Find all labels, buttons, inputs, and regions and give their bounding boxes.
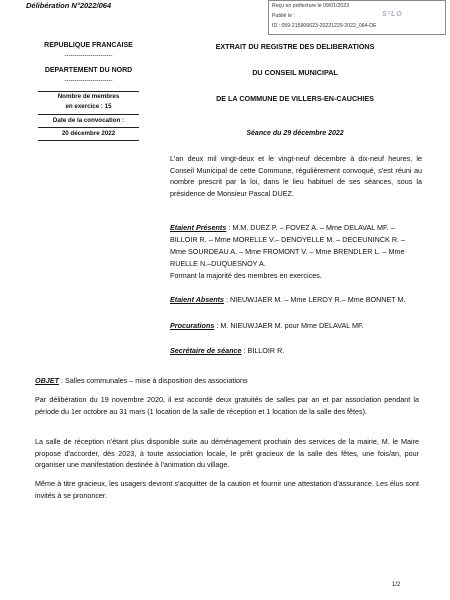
absents-label: Etaient Absents — [170, 295, 225, 304]
members-label: Nombre de membres — [57, 93, 120, 100]
stamp-id: ID : 059-215906623-20221229-2022_064-DE — [272, 23, 377, 29]
body-paragraph-3: Même à titre gracieux, les usagers devront s'acquitter de la caution et fournir une attestation d'assurance. Les élus sont invités à se prononcer. — [35, 479, 419, 500]
separator-2: ------------------------ — [64, 78, 113, 84]
council-title: DU CONSEIL MUNICIPAL — [252, 68, 338, 77]
members-box — [38, 91, 139, 141]
commune-title: DE LA COMMUNE DE VILLERS-EN-CAUCHIES — [216, 94, 374, 103]
presents-line-3: Mme SOURDEAU A. – Mme FROMONT V. – Mme BRENDLER L. – Mme — [170, 247, 405, 256]
extract-title: EXTRAIT DU REGISTRE DES DELIBERATIONS — [215, 42, 375, 51]
procurations-line: Procurations : M. NIEUWJAER M. pour Mme DELAVAL MF. — [170, 321, 364, 330]
secretary-line: Secrétaire de séance : BILLOIR R. — [170, 346, 285, 355]
separator: ------------------------ — [64, 53, 113, 59]
slo-logo: S²LO — [382, 11, 403, 18]
body-paragraph-1: Par délibération du 19 novembre 2020, il est accordé deux gratuités de salles par an et par association pendant la période du 1er octobre au 31 mars (1 location de la salle de réception et 1 location de la salle des fêtes). — [35, 395, 419, 416]
objet-label: OBJET — [35, 376, 59, 385]
republic-label: REPUBLIQUE FRANCAISE — [44, 42, 133, 49]
body-paragraph-2: La salle de réception n'étant plus disponible suite au déménagement prochain des services de la mairie, M. le Maire propose d'accorder, dès 2023, à toute association locale, le prêt gracieux de la salle des fêtes, une fois/an, pour organiser une manifestation destinée à l'animation du village. — [35, 437, 419, 470]
members-value: en exercice : 15 — [65, 103, 112, 110]
majority-line: Formant la majorité des membres en exercices. — [170, 271, 322, 280]
objet-line: OBJET : Salles communales – mise à disposition des associations — [35, 376, 248, 385]
deliberation-number: Délibération N°2022/064 — [26, 1, 112, 10]
intro-paragraph: L'an deux mil vingt-deux et le vingt-neuf décembre à dix-neuf heures, le Conseil Municipal de cette Commune, régulièrement convoqué, s'est réuni au nombre prescrit par la loi, dans le lieu habituel de ses séances, sous la présidence de Monsieur Pascal DUEZ. — [170, 154, 422, 198]
page-number: 1/2 — [392, 582, 401, 588]
convocation-date: 20 décembre 2022 — [61, 130, 116, 137]
procurations-label: Procurations — [170, 321, 215, 330]
presents-line-1: Etaient Présents : M.M. DUEZ P. – FOVEZ A. – Mme DELAVAL MF. – — [170, 223, 395, 232]
secretary-label: Secrétaire de séance — [170, 346, 242, 355]
presents-line-2: BILLOIR R. – Mme MORELLE V.– DENOYELLE M. – DECEUNINCK R. – — [170, 235, 405, 244]
presents-label: Etaient Présents — [170, 223, 227, 232]
absents-line: Etaient Absents : NIEUWJAER M. – Mme LEROY R.– Mme BONNET M. — [170, 295, 406, 304]
prefecture-stamp — [268, 0, 446, 35]
stamp-received: Reçu en préfecture le 09/01/2023 — [272, 3, 350, 9]
presents-line-4: RUELLE N.–DUQUESNOY A. — [170, 259, 266, 268]
convocation-label: Date de la convocation : — [52, 117, 125, 124]
department-label: DEPARTEMENT DU NORD — [44, 67, 133, 74]
stamp-published: Publié le : — [272, 13, 295, 19]
seance-date: Séance du 29 décembre 2022 — [246, 130, 344, 137]
